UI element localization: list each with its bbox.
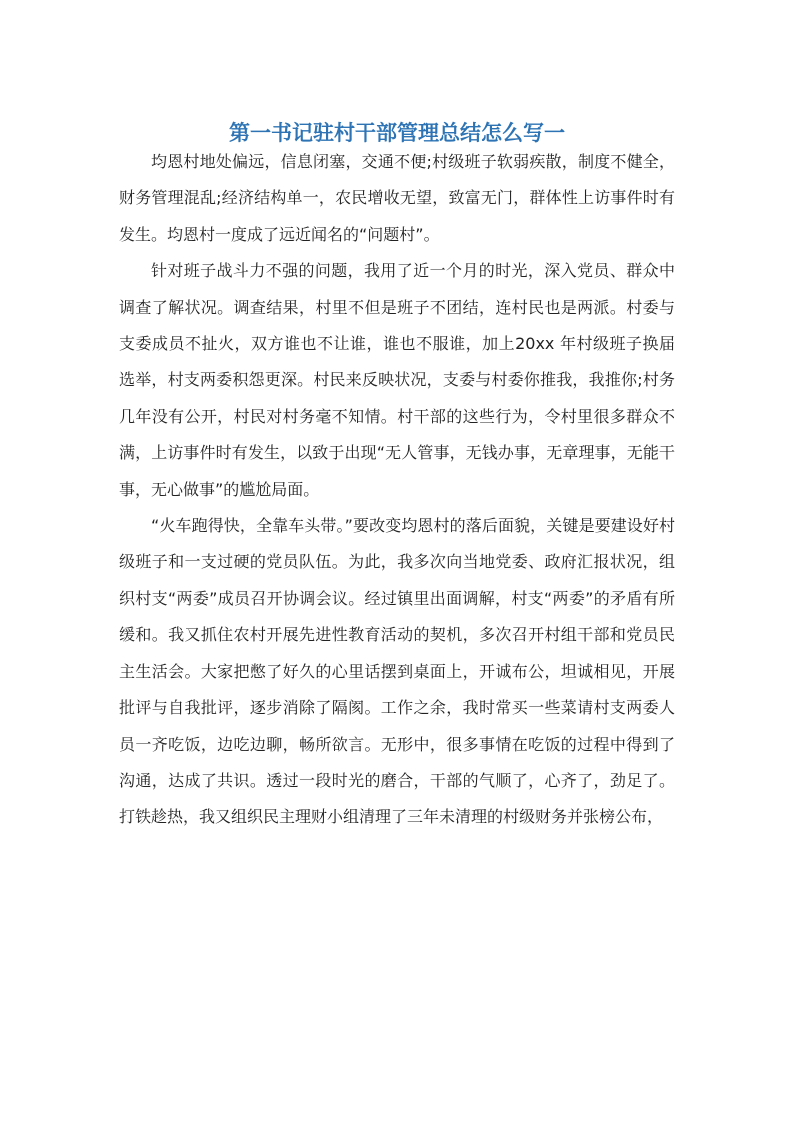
paragraph-2: 针对班子战斗力不强的问题，我用了近一个月的时光，深入党员、群众中调查了解状况。调查结果，村里不但是班子不团结，连村民也是两派。村委与支委成员不扯火，双方谁也不让谁，谁也不服谁，加上20xx 年村级班子换届选举，村支两委积怨更深。村民来反映状况，支委与村委你推我，我推你;村务几年没有公开，村民对村务毫不知情。村干部的这些行为，令村里很多群众不满，上访事件时有发生，以致于出现“无人管事，无钱办事，无章理事，无能干事，无心做事”的尴尬局面。 — [119, 261, 675, 499]
paragraph-3: “火车跑得快，全靠车头带。”要改变均恩村的落后面貌，关键是要建设好村级班子和一支过硬的党员队伍。为此，我多次向当地党委、政府汇报状况，组织村支“两委”成员召开协调会议。经过镇里出面调解，村支“两委”的矛盾有所缓和。我又抓住农村开展先进性教育活动的契机，多次召开村组干部和党员民主生活会。大家把憋了好久的心里话摆到桌面上，开诚布公，坦诚相见，开展批评与自我批评，逐步消除了隔阂。工作之余，我时常买一些菜请村支两委人员一齐吃饭，边吃边聊，畅所欲言。无形中，很多事情在吃饭的过程中得到了沟通，达成了共识。透过一段时光的磨合，干部的气顺了，心齐了，劲足了。打铁趁热，我又组织民主理财小组清理了三年未清理的村级财务并张榜公布， — [119, 516, 675, 827]
document-body — [119, 144, 675, 836]
document-title: 第一书记驻村干部管理总结怎么写一 — [229, 121, 565, 146]
paragraph-1: 均恩村地处偏远，信息闭塞，交通不便;村级班子软弱疾散，制度不健全，财务管理混乱;经济结构单一，农民增收无望，致富无门，群体性上访事件时有发生。均恩村一度成了远近闻名的“问题村”。 — [119, 152, 675, 244]
